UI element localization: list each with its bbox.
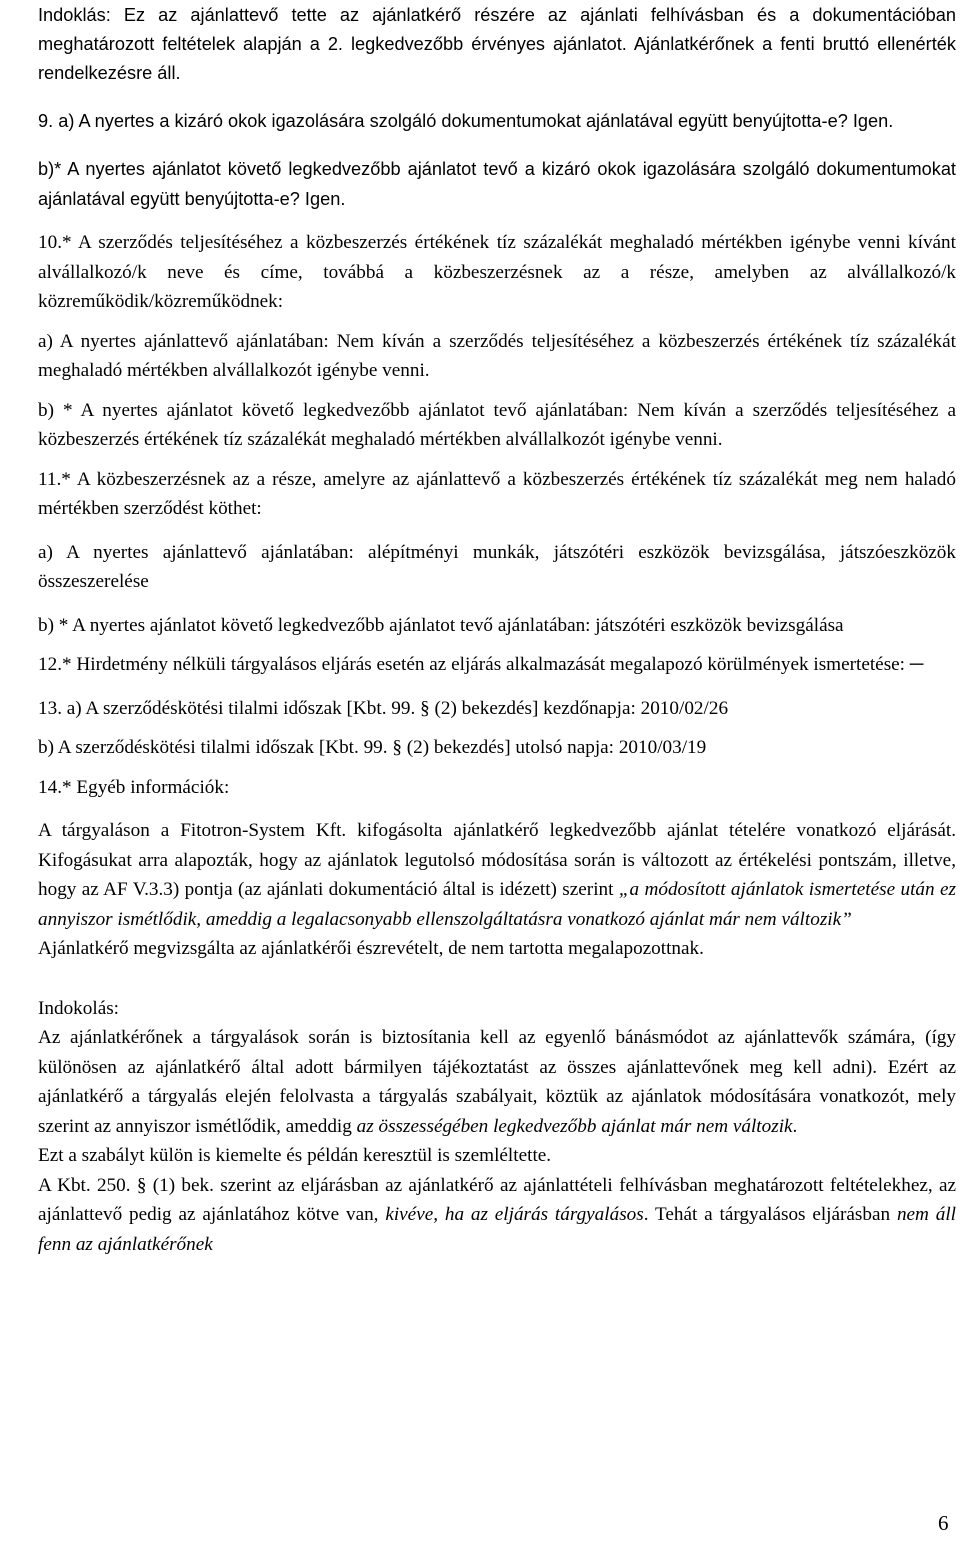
paragraph-14-quote: „a módosított ajánlatok ismertetése után ez annyiszor ismétlődik, ameddig a legalacsonyabb ellenszolgáltatásra vonatkozó ajánlat már nem változik” <box>38 879 956 930</box>
paragraph-11a: a) A nyertes ajánlattevő ajánlatában: alépítményi munkák, játszótéri eszközök bevizsgálása, játszóeszközök összeszerelése <box>38 541 956 592</box>
document-page <box>38 0 956 1259</box>
paragraph-11b: b) * A nyertes ajánlatot követő legkedvezőbb ajánlatot tevő ajánlatában: játszótéri eszközök bevizsgálása <box>38 614 844 636</box>
kbt-emphasis-2: nem áll fenn az ajánlatkérőnek <box>38 1204 956 1255</box>
paragraph-12: 12.* Hirdetmény nélküli tárgyalásos eljárás esetén az eljárás alkalmazását megalapozó körülmények ismertetése: ─ <box>38 654 924 675</box>
kbt-text: A Kbt. 250. § (1) bek. szerint az eljárásban az ajánlatkérő az ajánlattételi felhívásban meghatározott feltételekhez, az ajánlattevő pedig az ajánlatához kötve van, <box>38 1174 956 1225</box>
paragraph-14-body-text: A tárgyaláson a Fitotron-System Kft. kifogásolta ajánlatkérő legkedvezőbb ajánlat tételére vonatkozó eljárását. Kifogásukat arra alapozták, hogy az ajánlatok legutolsó módosítása során is változott az értékelési pontszám, illetve, hogy az AF V.3.3) pontja (az ajánlati dokumentáció által is idézett) szerint <box>38 820 956 900</box>
paragraph-9a: 9. a) A nyertes a kizáró okok igazolására szolgáló dokumentumokat ajánlatával együtt benyújtotta-e? Igen. <box>38 111 894 131</box>
paragraph-13a: 13. a) A szerződéskötési tilalmi időszak [Kbt. 99. § (2) bekezdés] kezdőnapja: 2010/02/26 <box>38 697 729 719</box>
paragraph-13b: b) A szerződéskötési tilalmi időszak [Kbt. 99. § (2) bekezdés] utolsó napja: 2010/03/19 <box>38 737 707 758</box>
indokolas-body-end: . <box>792 1115 798 1137</box>
page-number: 6 <box>938 1511 949 1535</box>
indokolas-emphasis: az összességében legkedvezőbb ajánlat már nem változik <box>356 1115 793 1137</box>
indokolas-body <box>38 1023 956 1141</box>
kbt-text-mid: . Tehát a tárgyalásos eljárásban <box>643 1204 897 1225</box>
paragraph-14-conclusion: Ajánlatkérő megvizsgálta az ajánlatkérői észrevételt, de nem tartotta megalapozottnak. <box>38 938 704 959</box>
kbt-paragraph <box>38 1171 956 1260</box>
paragraph-indoklas-top: Indoklás: Ez az ajánlattevő tette az ajánlatkérő részére az ajánlati felhívásban és a dokumentációban meghatározott feltételek alapján a 2. legkedvezőbb érvényes ajánlatot. Ajánlatkérőnek a fenti bruttó ellenérték rendelkezésre áll. <box>38 5 956 83</box>
paragraph-9b: b)* A nyertes ajánlatot követő legkedvezőbb ajánlatot tevő a kizáró okok igazolására szolgáló dokumentumokat ajánlatával együtt benyújtotta-e? Igen. <box>38 159 956 209</box>
paragraph-14-body <box>38 816 956 934</box>
indokolas-label: Indokolás: <box>38 997 120 1019</box>
paragraph-11: 11.* A közbeszerzésnek az a része, amelyre az ajánlattevő a közbeszerzés értékének tíz százalékát meg nem haladó mértékben szerződést köthet: <box>38 468 956 519</box>
paragraph-10b: b) * A nyertes ajánlatot követő legkedvezőbb ajánlatot tevő ajánlatában: Nem kíván a szerződés teljesítéséhez a közbeszerzés értékének tíz százalékát meghaladó mértékben alvállalkozót igénybe venni. <box>38 399 956 450</box>
kbt-emphasis-1: kivéve, ha az eljárás tárgyalásos <box>385 1204 644 1225</box>
paragraph-14: 14.* Egyéb információk: <box>38 776 230 798</box>
paragraph-10: 10.* A szerződés teljesítéséhez a közbeszerzés értékének tíz százalékát meghaladó mértékben igénybe venni kívánt alvállalkozó/k neve és címe, továbbá a közbeszerzésnek az a része, amelyben az alvállalkozó/k közreműködik/közreműködnek: <box>38 232 956 312</box>
indokolas-rule-note: Ezt a szabályt külön is kiemelte és példán keresztül is szemléltette. <box>38 1145 552 1166</box>
paragraph-10a: a) A nyertes ajánlattevő ajánlatában: Nem kíván a szerződés teljesítéséhez a közbeszerzés értékének tíz százalékát meghaladó mértékben alvállalkozót igénybe venni. <box>38 330 956 381</box>
indokolas-body-text: Az ajánlatkérőnek a tárgyalások során is biztosítania kell az egyenlő bánásmódot az ajánlattevők számára, (így különösen az ajánlatkérő által adott bármilyen tájékoztatást az összes ajánlattevőnek meg kell adni). Ezért az ajánlatkérő a tárgyalás elején felolvasta a tárgyalás szabályait, köztük az ajánlatok módosítására vonatkozót, mely szerint az annyiszor ismétlődik, ameddig <box>38 1027 956 1137</box>
